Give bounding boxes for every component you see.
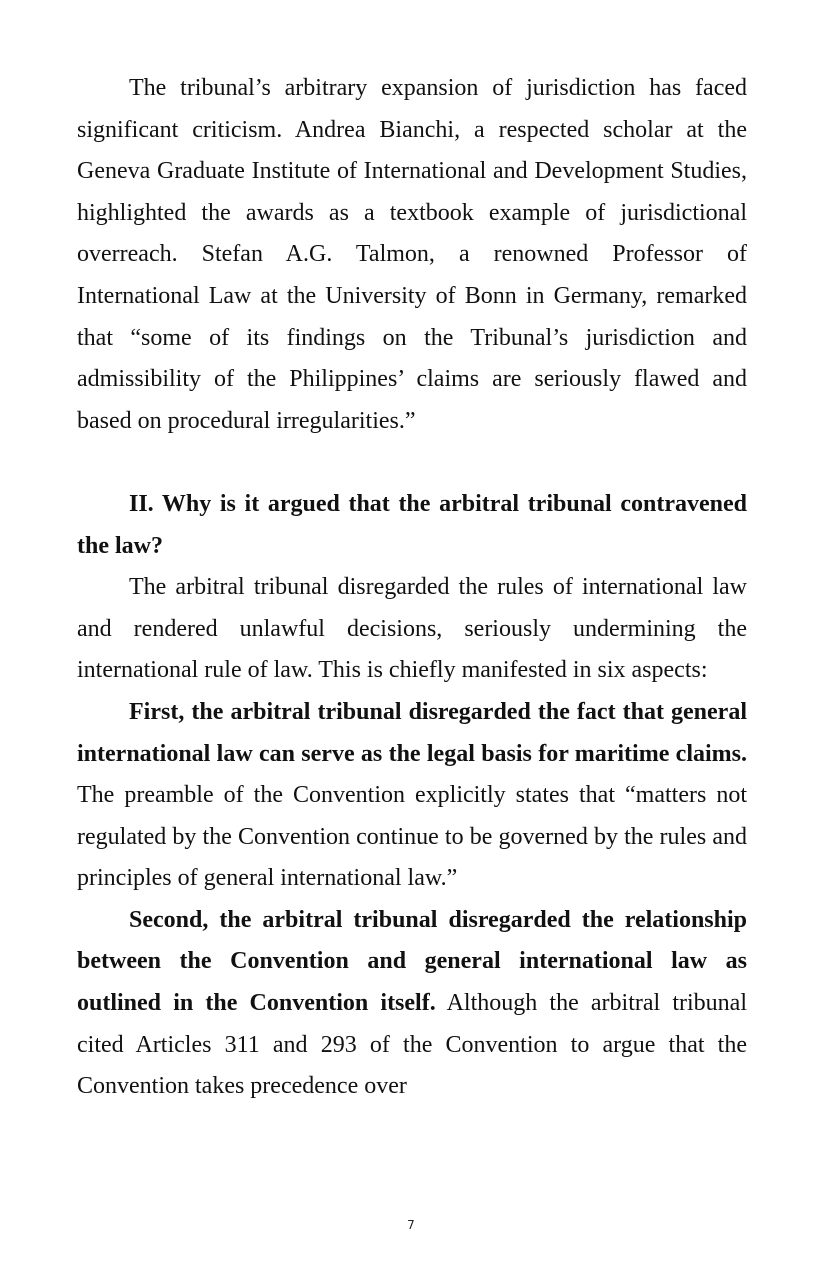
paragraph-criticism: The tribunal’s arbitrary expansion of jurisdiction has faced significant criticism. Andrea Bianchi, a respected scholar at the Geneva Graduate Institute of International and Development Studies, highlighted the awards as a textbook example of jurisdictional overreach. Stefan A.G. Talmon, a renowned Professor of International Law at the University of Bonn in Germany, remarked that “some of its findings on the Tribunal’s jurisdiction and admissibility of the Philippines’ claims are seriously flawed and based on procedural irregularities.” (77, 75, 747, 434)
second-aspect-body-text: Although the arbitral tribunal cited Articles 311 and 293 of the Convention to argue that the Convention takes precedence over (77, 990, 748, 1100)
page-number: 7 (407, 1218, 415, 1232)
second-aspect-bold-text: Second, the arbitral tribunal disregarded the relationship between the Convention and general international law as outlined in the Convention itself. (77, 906, 747, 1017)
section-heading: II. Why is it argued that the arbitral tribunal contravened the law? (77, 490, 747, 559)
paragraph-first-aspect (77, 692, 747, 900)
paragraph-second-aspect (77, 900, 747, 1108)
first-aspect-body-text: The preamble of the Convention explicitly states that “matters not regulated by the Convention continue to be governed by the rules and principles of general international law.” (77, 782, 747, 892)
paragraph-intro: The arbitral tribunal disregarded the rules of international law and rendered unlawful decisions, seriously undermining the international rule of law. This is chiefly manifested in six aspects: (77, 574, 747, 684)
first-aspect-bold-text: First, the arbitral tribunal disregarded the fact that general international law can serve as the legal basis for maritime claims. (77, 698, 747, 767)
document-page (77, 68, 747, 1108)
